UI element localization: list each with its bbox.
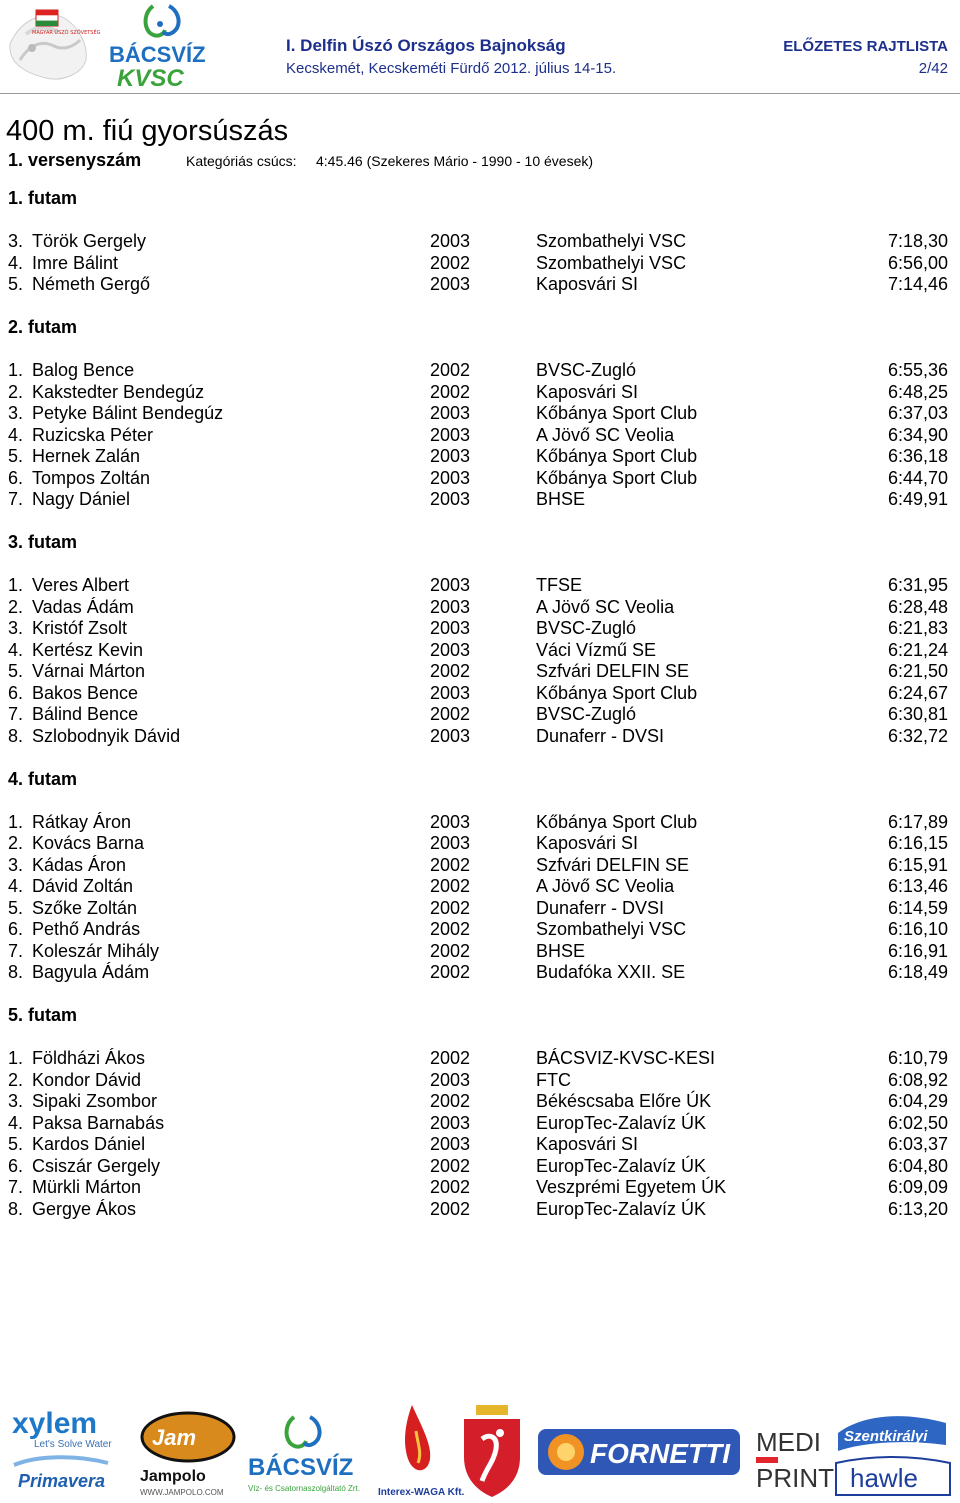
birth-year: 2003 — [430, 682, 471, 703]
birth-year: 2002 — [430, 360, 471, 380]
swimmer-name: Imre Bálint — [32, 252, 119, 273]
lane: 8. — [8, 962, 24, 982]
lane: 1. — [8, 1048, 24, 1068]
entry-row — [0, 1070, 960, 1092]
club: Szfvári DELFIN SE — [536, 854, 690, 875]
entry-row — [0, 403, 960, 425]
swimmer-name: Szőke Zoltán — [32, 897, 138, 918]
entry-row — [0, 898, 960, 920]
birth-year: 2002 — [430, 661, 471, 681]
lane: 4. — [8, 424, 24, 445]
swimmer-name: Kádas Áron — [32, 854, 127, 875]
entry-time: 6:13,46 — [887, 876, 948, 896]
lane: 8. — [8, 1198, 24, 1219]
birth-year: 2003 — [430, 1112, 471, 1133]
entry-row — [0, 231, 960, 253]
swimmer-name: Gergye Ákos — [32, 1198, 137, 1219]
entry-row — [0, 683, 960, 705]
entry-time: 6:21,24 — [887, 639, 948, 660]
birth-year: 2002 — [430, 962, 471, 982]
club: TFSE — [536, 575, 583, 595]
birth-year: 2003 — [430, 446, 471, 466]
swimmer-name: Kristóf Zsolt — [32, 618, 128, 638]
entry-time: 6:21,83 — [887, 618, 948, 638]
entry-time: 6:37,03 — [887, 403, 948, 423]
lane: 1. — [8, 360, 24, 380]
entry-row — [0, 962, 960, 984]
entry-row — [0, 360, 960, 382]
entry-time: 6:36,18 — [887, 446, 948, 466]
bacsviz-kvsc-logo — [105, 2, 227, 90]
club: Kaposvári SI — [536, 1134, 639, 1154]
entry-row — [0, 833, 960, 855]
club: Szombathelyi VSC — [536, 919, 687, 939]
entry-time: 6:04,80 — [887, 1155, 948, 1176]
lane: 3. — [8, 618, 24, 638]
birth-year: 2003 — [430, 575, 471, 595]
interex-waga-logo — [376, 1401, 465, 1501]
interex-text: Interex-WAGA Kft. — [378, 1487, 465, 1498]
event-subheader — [8, 150, 953, 172]
lane: 5. — [8, 1134, 24, 1154]
swimmer-name: Bakos Bence — [32, 682, 139, 703]
birth-year: 2002 — [430, 1155, 471, 1176]
birth-year: 2003 — [430, 489, 471, 509]
swimmer-name: Várnai Márton — [32, 661, 146, 681]
birth-year: 2002 — [430, 1091, 471, 1111]
club: Budafóka XXII. SE — [536, 962, 686, 982]
swimmer-name: Veres Albert — [32, 575, 130, 595]
swimmer-name: Kovács Barna — [32, 833, 145, 853]
entry-time: 6:17,89 — [887, 811, 948, 832]
event-title: 400 m. fiú gyorsúszás — [6, 115, 289, 147]
swimmer-name: Kakstedter Bendegúz — [32, 381, 205, 402]
page-header — [0, 0, 960, 96]
entry-row — [0, 919, 960, 941]
birth-year: 2003 — [430, 639, 471, 660]
entry-time: 6:14,59 — [887, 897, 948, 918]
szentkiraly-text: Szentkirályi — [844, 1428, 928, 1445]
swimmer-name: Csiszár Gergely — [32, 1155, 161, 1176]
entry-time: 6:49,91 — [887, 489, 948, 509]
club: Kőbánya Sport Club — [536, 403, 698, 423]
medi-print-logo — [752, 1417, 834, 1499]
swimmer-name: Ruzicska Péter — [32, 424, 154, 445]
event-number: 1. versenyszám — [8, 150, 142, 170]
swimmer-name: Kertész Kevin — [32, 639, 144, 660]
entry-row — [0, 855, 960, 877]
entry-time: 6:16,10 — [887, 919, 948, 939]
entry-row — [0, 597, 960, 619]
birth-year: 2002 — [430, 704, 471, 724]
heat-4 — [0, 769, 960, 984]
lane: 6. — [8, 682, 24, 703]
logo-kvsc-text: KVSC — [117, 65, 184, 92]
birth-year: 2002 — [430, 854, 471, 875]
entry-row — [0, 1091, 960, 1113]
club: Kőbánya Sport Club — [536, 811, 698, 832]
club: A Jövő SC Veolia — [536, 876, 675, 896]
club: A Jövő SC Veolia — [536, 596, 675, 617]
lane: 5. — [8, 897, 24, 918]
lane: 1. — [8, 575, 24, 595]
fornetti-logo — [536, 1425, 742, 1481]
heat-title: 3. futam — [8, 532, 78, 552]
club: Kaposvári SI — [536, 381, 639, 402]
entry-row — [0, 876, 960, 898]
swimmer-name: Koleszár Mihály — [32, 940, 160, 961]
heat-3 — [0, 532, 960, 747]
lane: 4. — [8, 876, 24, 896]
print-text: PRINT — [756, 1463, 834, 1493]
lane: 4. — [8, 1112, 24, 1133]
lane: 5. — [8, 446, 24, 466]
birth-year: 2003 — [430, 618, 471, 638]
lane: 2. — [8, 833, 24, 853]
swimmer-name: Nagy Dániel — [32, 489, 131, 509]
hawle-text: hawle — [850, 1463, 918, 1493]
club: BVSC-Zugló — [536, 704, 637, 724]
entry-time: 6:32,72 — [887, 725, 948, 746]
entry-row — [0, 661, 960, 683]
birth-year: 2002 — [430, 252, 471, 273]
xylem-primavera-logo — [8, 1403, 132, 1495]
logo-left-text: MAGYAR ÚSZÓ SZÖVETSÉG — [32, 30, 101, 36]
swimmer-name: Török Gergely — [32, 231, 147, 251]
club: Kaposvári SI — [536, 274, 639, 294]
bacsviz-sponsor-sub: Víz- és Csatornaszolgáltató Zrt. — [248, 1484, 361, 1493]
club: FTC — [536, 1069, 571, 1090]
lane: 5. — [8, 274, 24, 294]
lane: 6. — [8, 467, 24, 488]
entry-row — [0, 1177, 960, 1199]
birth-year: 2003 — [430, 811, 471, 832]
lane: 2. — [8, 1069, 24, 1090]
lane: 7. — [8, 704, 24, 724]
birth-year: 2002 — [430, 940, 471, 961]
lane: 4. — [8, 252, 24, 273]
heat-1 — [0, 188, 960, 296]
bacsviz-sponsor-text: BÁCSVÍZ — [248, 1454, 354, 1481]
lane: 2. — [8, 596, 24, 617]
entry-row — [0, 1156, 960, 1178]
birth-year: 2003 — [430, 1069, 471, 1090]
swimmer-name: Petyke Bálint Bendegúz — [32, 403, 224, 423]
entry-time: 6:04,29 — [887, 1091, 948, 1111]
birth-year: 2003 — [430, 403, 471, 423]
club: Kőbánya Sport Club — [536, 682, 698, 703]
swimmer-name: Bálind Bence — [32, 704, 139, 724]
entry-time: 6:21,50 — [887, 661, 948, 681]
swimming-federation-logo — [2, 4, 101, 88]
entry-time: 6:16,91 — [887, 940, 948, 961]
xylem-tagline: Let's Solve Water — [34, 1439, 112, 1450]
birth-year: 2003 — [430, 274, 471, 294]
entry-time: 6:55,36 — [887, 360, 948, 380]
lane: 5. — [8, 661, 24, 681]
birth-year: 2003 — [430, 467, 471, 488]
swimmer-name: Földházi Ákos — [32, 1048, 146, 1068]
lane: 6. — [8, 919, 24, 939]
entry-time: 6:30,81 — [887, 704, 948, 724]
xylem-text: xylem — [12, 1407, 98, 1440]
bacsviz-sponsor-logo — [244, 1413, 366, 1499]
entry-time: 6:08,92 — [887, 1069, 948, 1090]
swimmer-name: Bagyula Ádám — [32, 962, 150, 982]
club: Dunaferr - DVSI — [536, 725, 665, 746]
club: Kaposvári SI — [536, 833, 639, 853]
entry-row — [0, 274, 960, 296]
swimmer-name: Kardos Dániel — [32, 1134, 146, 1154]
swimmer-name: Pethő András — [32, 919, 141, 939]
entry-row — [0, 575, 960, 597]
entry-time: 6:16,15 — [887, 833, 948, 853]
birth-year: 2003 — [430, 231, 471, 251]
primavera-text: Primavera — [18, 1471, 106, 1491]
sponsor-logos — [0, 1395, 960, 1503]
birth-year: 2003 — [430, 596, 471, 617]
lane: 2. — [8, 381, 24, 402]
club: Váci Vízmű SE — [536, 639, 657, 660]
birth-year: 2002 — [430, 919, 471, 939]
birth-year: 2002 — [430, 1177, 471, 1197]
entry-time: 6:34,90 — [887, 424, 948, 445]
record-value: 4:45.46 (Szekeres Mário - 1990 - 10 évesek) — [316, 153, 594, 169]
entry-row — [0, 941, 960, 963]
entry-time: 6:24,67 — [887, 682, 948, 703]
club: Szfvári DELFIN SE — [536, 661, 690, 681]
birth-year: 2002 — [430, 1048, 471, 1068]
lane: 7. — [8, 1177, 24, 1197]
jampolo-text: Jampolo — [140, 1468, 206, 1485]
swimmer-name: Vadas Ádám — [32, 596, 134, 617]
entry-time: 7:14,46 — [887, 274, 948, 294]
medi-text: MEDI — [756, 1427, 821, 1457]
heat-title: 2. futam — [8, 317, 78, 337]
club: Kőbánya Sport Club — [536, 446, 698, 466]
entry-row — [0, 812, 960, 834]
heat-list — [0, 188, 960, 1242]
heat-title: 5. futam — [8, 1005, 78, 1025]
venue-date: Kecskemét, Kecskeméti Fürdő 2012. július 14-15. — [286, 60, 617, 77]
swimmer-name: Szlobodnyik Dávid — [32, 725, 181, 746]
entry-time: 6:03,37 — [887, 1134, 948, 1154]
lane: 3. — [8, 231, 24, 251]
entry-row — [0, 1048, 960, 1070]
jampolo-url: WWW.JAMPOLO.COM — [140, 1488, 224, 1497]
swimmer-name: Hernek Zalán — [32, 446, 141, 466]
club: A Jövő SC Veolia — [536, 424, 675, 445]
lane: 3. — [8, 1091, 24, 1111]
page-number: 2/42 — [918, 60, 948, 77]
heat-title: 1. futam — [8, 188, 78, 208]
entry-time: 6:15,91 — [887, 854, 948, 875]
entry-time: 6:28,48 — [887, 596, 948, 617]
lane: 3. — [8, 403, 24, 423]
swimmer-name: Dávid Zoltán — [32, 876, 134, 896]
svg-text:Jam: Jam — [152, 1425, 197, 1450]
club: Kőbánya Sport Club — [536, 467, 698, 488]
lane: 6. — [8, 1155, 24, 1176]
heat-5 — [0, 1005, 960, 1220]
entry-time: 6:56,00 — [887, 252, 948, 273]
coat-of-arms-logo — [456, 1403, 528, 1499]
swimmer-name: Mürkli Márton — [32, 1177, 142, 1197]
entry-row — [0, 1113, 960, 1135]
club: Békéscsaba Előre ÚK — [536, 1091, 712, 1111]
swimmer-name: Németh Gergő — [32, 274, 151, 294]
club: BHSE — [536, 489, 586, 509]
entry-time: 6:09,09 — [887, 1177, 948, 1197]
entry-row — [0, 1134, 960, 1156]
entry-row — [0, 446, 960, 468]
birth-year: 2003 — [430, 1134, 471, 1154]
entry-row — [0, 425, 960, 447]
birth-year: 2002 — [430, 897, 471, 918]
entry-row — [0, 253, 960, 275]
entry-time: 6:44,70 — [887, 467, 948, 488]
heat-2 — [0, 317, 960, 511]
lane: 3. — [8, 854, 24, 875]
birth-year: 2002 — [430, 1198, 471, 1219]
birth-year: 2002 — [430, 381, 471, 402]
club: Veszprémi Egyetem ÚK — [536, 1177, 727, 1197]
club: BVSC-Zugló — [536, 360, 637, 380]
entry-time: 6:18,49 — [887, 962, 948, 982]
club: EuropTec-Zalavíz ÚK — [536, 1155, 707, 1176]
club: BVSC-Zugló — [536, 618, 637, 638]
club: EuropTec-Zalavíz ÚK — [536, 1112, 707, 1133]
swimmer-name: Balog Bence — [32, 360, 135, 380]
competition-title: I. Delfin Úszó Országos Bajnokság — [286, 36, 566, 55]
lane: 1. — [8, 811, 24, 832]
swimmer-name: Kondor Dávid — [32, 1069, 142, 1090]
entry-row — [0, 489, 960, 511]
swimmer-name: Tompos Zoltán — [32, 467, 151, 488]
entry-row — [0, 640, 960, 662]
szentkiraly-hawle-logo — [832, 1399, 954, 1499]
entry-row — [0, 1199, 960, 1221]
club: Szombathelyi VSC — [536, 252, 687, 273]
lane: 4. — [8, 639, 24, 660]
birth-year: 2002 — [430, 876, 471, 896]
birth-year: 2003 — [430, 424, 471, 445]
club: BÁCSVIZ-KVSC-KESI — [536, 1048, 716, 1068]
swimmer-name: Paksa Barnabás — [32, 1112, 165, 1133]
birth-year: 2003 — [430, 833, 471, 853]
header-divider — [0, 93, 960, 94]
entry-row — [0, 726, 960, 748]
entry-time: 7:18,30 — [887, 231, 948, 251]
logo-bacsviz-text: BÁCSVÍZ — [109, 42, 206, 67]
entry-row — [0, 468, 960, 490]
jampolo-logo — [136, 1409, 238, 1501]
entry-time: 6:48,25 — [887, 381, 948, 402]
birth-year: 2003 — [430, 725, 471, 746]
club: Szombathelyi VSC — [536, 231, 687, 251]
entry-time: 6:02,50 — [887, 1112, 948, 1133]
record-label: Kategóriás csúcs: — [186, 153, 297, 169]
fornetti-text: FORNETTI — [590, 1438, 730, 1469]
entry-row — [0, 382, 960, 404]
swimmer-name: Sipaki Zsombor — [32, 1091, 158, 1111]
entry-time: 6:13,20 — [887, 1198, 948, 1219]
entry-time: 6:31,95 — [887, 575, 948, 595]
lane: 7. — [8, 489, 24, 509]
heat-title: 4. futam — [8, 768, 78, 789]
entry-time: 6:10,79 — [887, 1048, 948, 1068]
entry-row — [0, 618, 960, 640]
club: EuropTec-Zalavíz ÚK — [536, 1198, 707, 1219]
club: BHSE — [536, 940, 586, 961]
doc-type-label: ELŐZETES RAJTLISTA — [783, 38, 948, 55]
swimmer-name: Rátkay Áron — [32, 811, 132, 832]
club: Dunaferr - DVSI — [536, 897, 665, 918]
lane: 8. — [8, 725, 24, 746]
entry-row — [0, 704, 960, 726]
lane: 7. — [8, 940, 24, 961]
